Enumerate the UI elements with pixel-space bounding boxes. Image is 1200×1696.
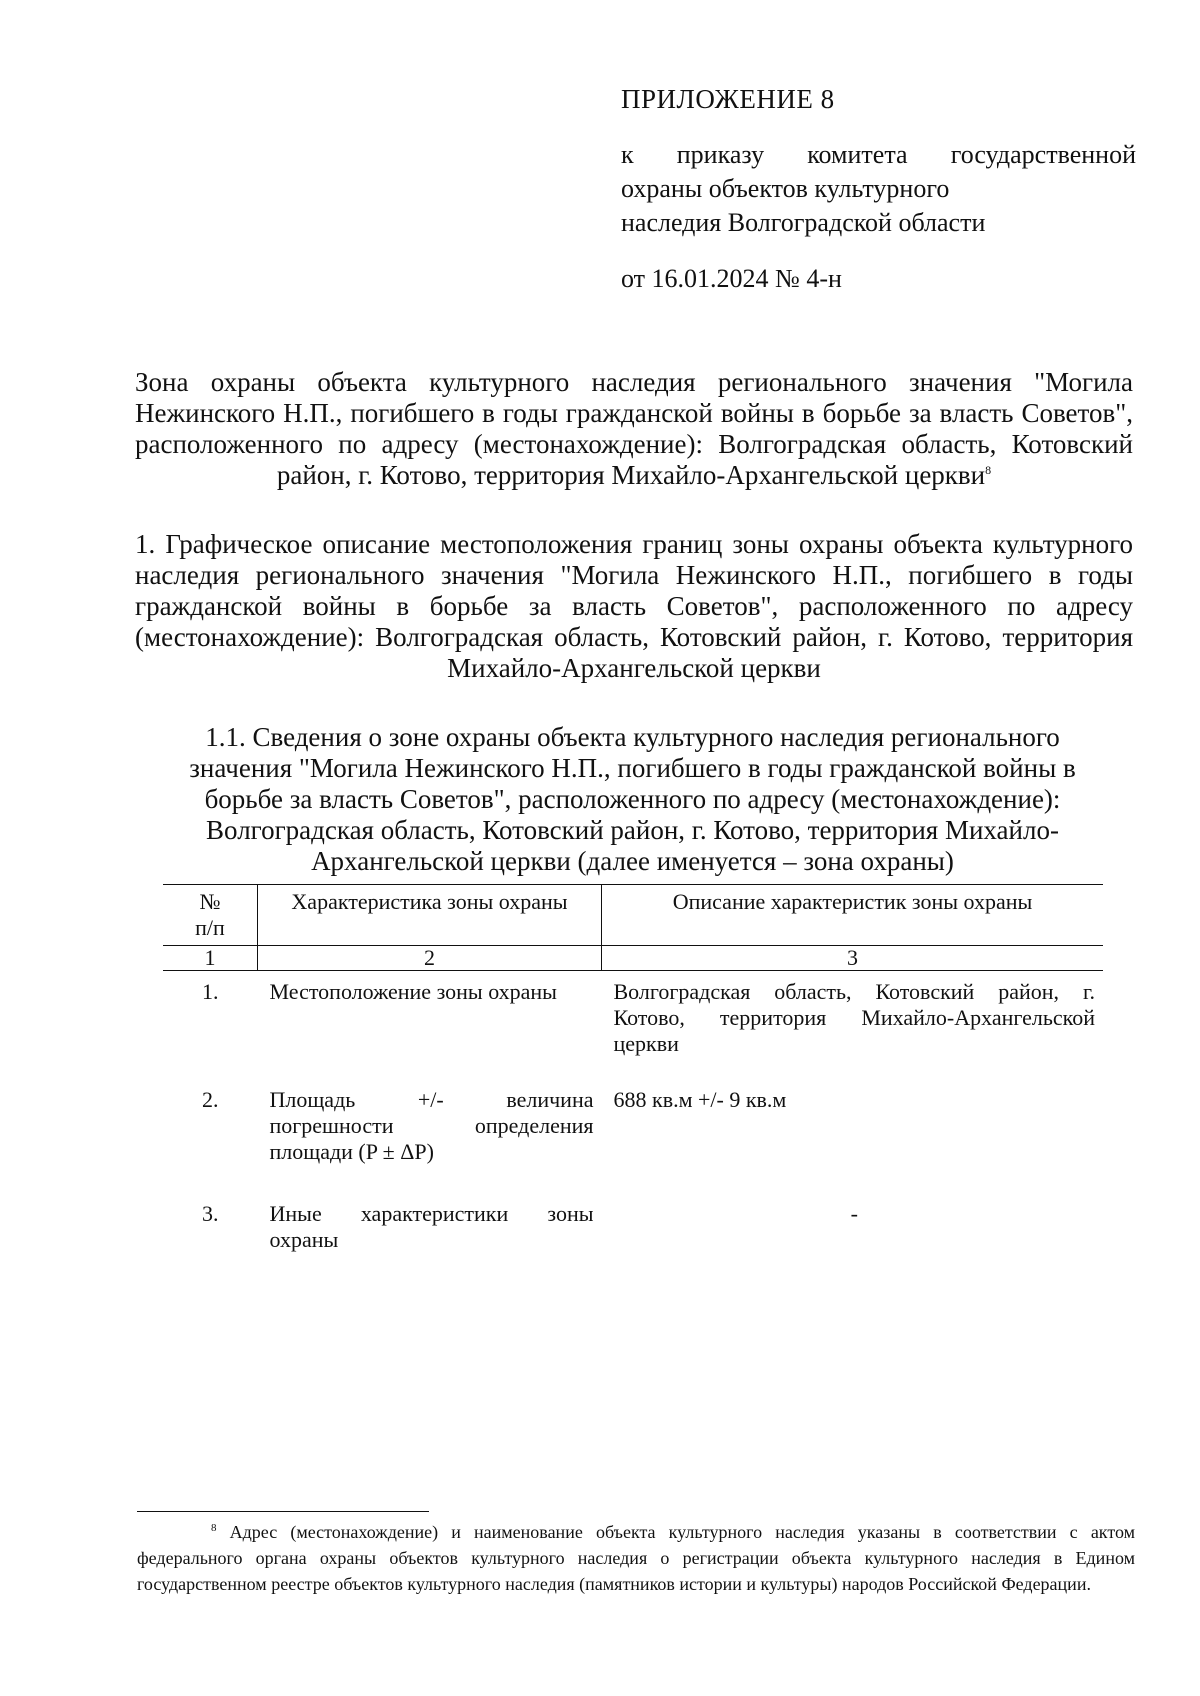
zone-info-table — [163, 884, 1103, 1265]
row-description: 688 кв.м +/- 9 кв.м — [613, 1087, 787, 1112]
appendix-order-line-2: охраны объектов культурного — [621, 174, 950, 203]
footnote — [137, 1519, 1135, 1597]
header-description: Описание характеристик зоны охраны — [602, 885, 1104, 946]
appendix-order-date: от 16.01.2024 № 4-н — [621, 264, 842, 293]
appendix-title: ПРИЛОЖЕНИЕ 8 — [621, 84, 835, 114]
header-num-line-2: п/п — [195, 915, 225, 940]
appendix-order-line-3: наследия Волгоградской области — [621, 208, 986, 237]
row-description: - — [850, 1201, 858, 1226]
footnote-text: Адрес (местонахождение) и наименование объекта культурного наследия указаны в соответствии с актом федерального органа охраны объектов культурного наследия о регистрации объекта культурного наследия в Едином государственном реестре объектов культурного наследия (памятников истории и культуры) народов Российской Федерации. — [137, 1522, 1135, 1594]
footnote-mark: 8 — [211, 1522, 217, 1534]
row-description: Волгоградская область, Котовский район, г. Котово, территория Михайло-Архангельской церкви — [613, 979, 1095, 1056]
header-num-line-1: № — [199, 889, 221, 914]
appendix-order-line-1: к приказу комитета государственной — [621, 140, 1136, 169]
table-row — [163, 1079, 1103, 1193]
row-characteristic: Иные характеристики зоны охраны — [269, 1201, 594, 1252]
row-num: 1. — [202, 979, 219, 1004]
header-num — [163, 885, 258, 946]
footnote-reference: 8 — [985, 463, 992, 477]
table-row — [163, 971, 1103, 1080]
document-title-text: Зона охраны объекта культурного наследия регионального значения "Могила Нежинского Н.П., погибшего в годы гражданской войны в борьбе за власть Советов", расположенного по адресу (местонахождение): Волгоградская область, Котовский район, г. Котово, территория Михайло-Архангельской церкви — [135, 367, 1133, 490]
document-title — [135, 367, 1133, 491]
header-characteristic: Характеристика зоны охраны — [258, 885, 602, 946]
column-number-2: 2 — [258, 946, 602, 971]
row-num: 3. — [202, 1201, 219, 1226]
row-num: 2. — [202, 1087, 219, 1112]
table-row — [163, 1193, 1103, 1265]
row-characteristic: Площадь +/- величина погрешности определения площади (P ± ΔP) — [269, 1087, 594, 1164]
row-characteristic: Местоположение зоны охраны — [269, 979, 557, 1004]
footnote-divider — [137, 1511, 429, 1512]
appendix-block — [621, 82, 1136, 296]
column-number-3: 3 — [602, 946, 1104, 971]
column-number-1: 1 — [163, 946, 258, 971]
table-column-numbers-row — [163, 946, 1103, 971]
section-1-1-heading: 1.1. Сведения о зоне охраны объекта культурного наследия регионального значения "Могила Нежинского Н.П., погибшего в годы гражданской войны в борьбе за власть Советов", расположенного по адресу (местонахождение): Волгоградская область, Котовский район, г. Котово, территория Михайло-Архангельской церкви (далее именуется – зона охраны) — [189, 722, 1076, 876]
table-header-row — [163, 885, 1103, 946]
appendix-order-reference — [621, 138, 1136, 240]
section-1-heading: 1. Графическое описание местоположения границ зоны охраны объекта культурного наследия регионального значения "Могила Нежинского Н.П., погибшего в годы гражданской войны в борьбе за власть Советов", расположенного по адресу (местонахождение): Волгоградская область, Котовский район, г. Котово, территория Михайло-Архангельской церкви — [135, 529, 1133, 683]
